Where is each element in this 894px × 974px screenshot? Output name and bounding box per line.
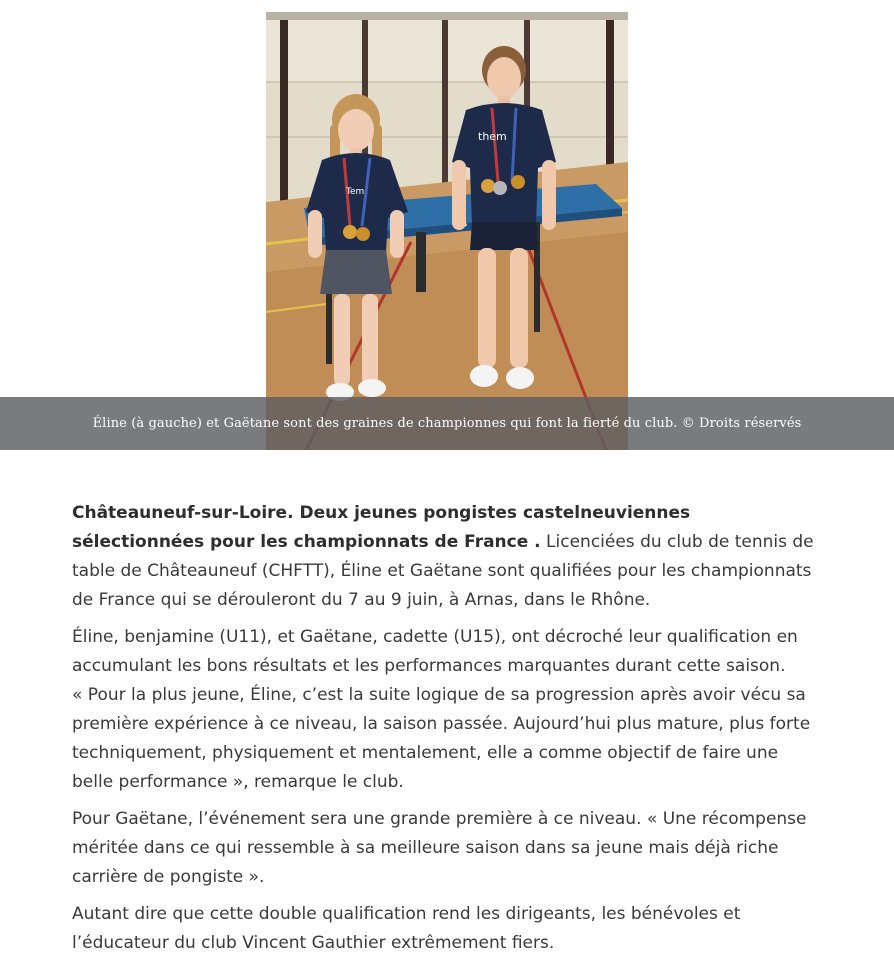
paragraph-2-line-2: « Pour la plus jeune, Éline, c’est la suite logique de sa progression après avoir vécu sa première expérience à ce niveau, la saison passée. Aujourd’hui plus mature, plus forte techniquement, physiquement et mentalement, elle a comme objectif de faire une belle performance », remarque le club. (72, 685, 811, 792)
lead-text: Licenciées du club de tennis de table de Châteauneuf (CHFTT), Éline et Gaëtane sont qualifiées pour les championnats de France qui se dérouleront du 7 au 9 juin, à Arnas, dans le Rhône. (72, 532, 814, 610)
photo-caption: Éline (à gauche) et Gaëtane sont des graines de championnes qui font la fierté du club. © Droits réservés (92, 416, 802, 431)
article-photo[interactable] (266, 12, 628, 450)
photo-illustration (266, 12, 628, 450)
lead-headline: Châteauneuf-sur-Loire. Deux jeunes pongistes castelneuviennes sélectionnées pour les championnats de France . (72, 503, 691, 552)
photo-caption-bar (0, 397, 894, 450)
svg-text:them: them (478, 130, 507, 143)
lead-paragraph (72, 499, 822, 615)
paragraph-2 (72, 623, 822, 797)
article-figure (0, 0, 894, 450)
svg-text:Tem: Tem (346, 187, 365, 197)
paragraph-2-line-1: Éline, benjamine (U11), et Gaëtane, cadette (U15), ont décroché leur qualification en accumulant les bons résultats et les performances marquantes durant cette saison. (72, 627, 798, 676)
paragraph-4: Autant dire que cette double qualification rend les dirigeants, les bénévoles et l’éducateur du club Vincent Gauthier extrêmement fiers. (72, 904, 741, 953)
article-body (72, 499, 822, 966)
paragraph-3: Pour Gaëtane, l’événement sera une grande première à ce niveau. « Une récompense méritée dans ce qui ressemble à sa meilleure saison dans sa jeune mais déjà riche carrière de pongiste ». (72, 809, 807, 887)
